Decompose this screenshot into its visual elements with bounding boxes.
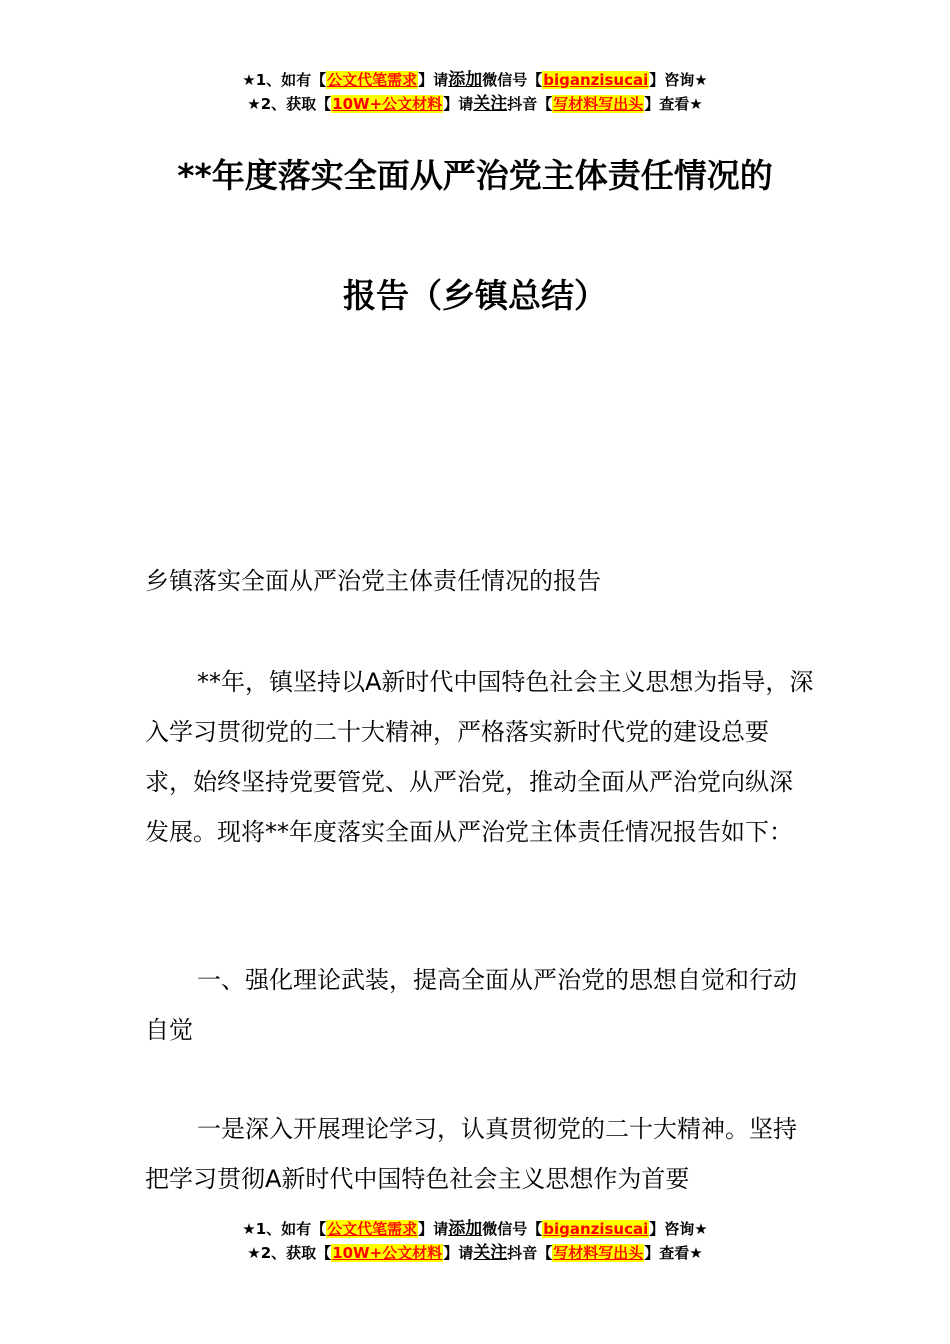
document-title-line-1: **年度落实全面从严治党主体责任情况的 [177, 156, 773, 195]
promo-text: 抖音【 [507, 1244, 553, 1262]
promo-text: ★1、如有【 [242, 1220, 327, 1238]
promo-text: ★2、获取【 [247, 1244, 332, 1262]
promo-underlined: 关注 [473, 1243, 508, 1263]
document-title-line-2: 报告（乡镇总结） [343, 276, 607, 315]
promo-text: ★2、获取【 [247, 95, 332, 113]
promo-douyin-id: 写材料写出头 [553, 1244, 644, 1262]
paragraph-intro: **年，镇坚持以A新时代中国特色社会主义思想为指导，深入学习贯彻党的二十大精神，严格落实新时代党的建设总要求，始终坚持党要管党、从严治党，推动全面从严治党向纵深发展。现将**年度落实全面从严治党主体责任情况报告如下： [145, 668, 814, 846]
promo-text: 】请 [443, 1244, 474, 1262]
promo-text: ★1、如有【 [242, 71, 327, 89]
section-heading-1: 一、强化理论武装，提高全面从严治党的思想自觉和行动自觉 [145, 966, 797, 1044]
promo-wechat-id: biganzisucai [543, 71, 649, 89]
promo-line-1 [0, 68, 950, 92]
bottom-promo-banner [0, 1217, 950, 1265]
promo-underlined: 添加 [448, 70, 483, 90]
promo-text: 】查看★ [644, 95, 703, 113]
promo-line-2 [0, 1241, 950, 1265]
promo-text: 】请 [443, 95, 474, 113]
promo-highlight: 10W+公文材料 [332, 1244, 443, 1262]
top-promo-banner [0, 68, 950, 116]
promo-line-1 [0, 1217, 950, 1241]
promo-text: 】请 [418, 71, 449, 89]
promo-underlined: 添加 [448, 1219, 483, 1239]
promo-underlined: 关注 [473, 94, 508, 114]
promo-text: 】请 [418, 1220, 449, 1238]
promo-text: 】咨询★ [649, 71, 708, 89]
promo-text: 】咨询★ [649, 1220, 708, 1238]
promo-highlight: 公文代笔需求 [327, 1220, 418, 1238]
promo-text: 微信号【 [482, 71, 543, 89]
promo-text: 】查看★ [644, 1244, 703, 1262]
promo-text: 抖音【 [507, 95, 553, 113]
paragraph-section-1-point-1: 一是深入开展理论学习，认真贯彻党的二十大精神。坚持把学习贯彻A新时代中国特色社会主义思想作为首要 [145, 1115, 797, 1193]
promo-highlight: 10W+公文材料 [332, 95, 443, 113]
promo-wechat-id: biganzisucai [543, 1220, 649, 1238]
document-subtitle: 乡镇落实全面从严治党主体责任情况的报告 [145, 567, 601, 595]
promo-line-2 [0, 92, 950, 116]
promo-douyin-id: 写材料写出头 [553, 95, 644, 113]
promo-highlight: 公文代笔需求 [327, 71, 418, 89]
promo-text: 微信号【 [482, 1220, 543, 1238]
